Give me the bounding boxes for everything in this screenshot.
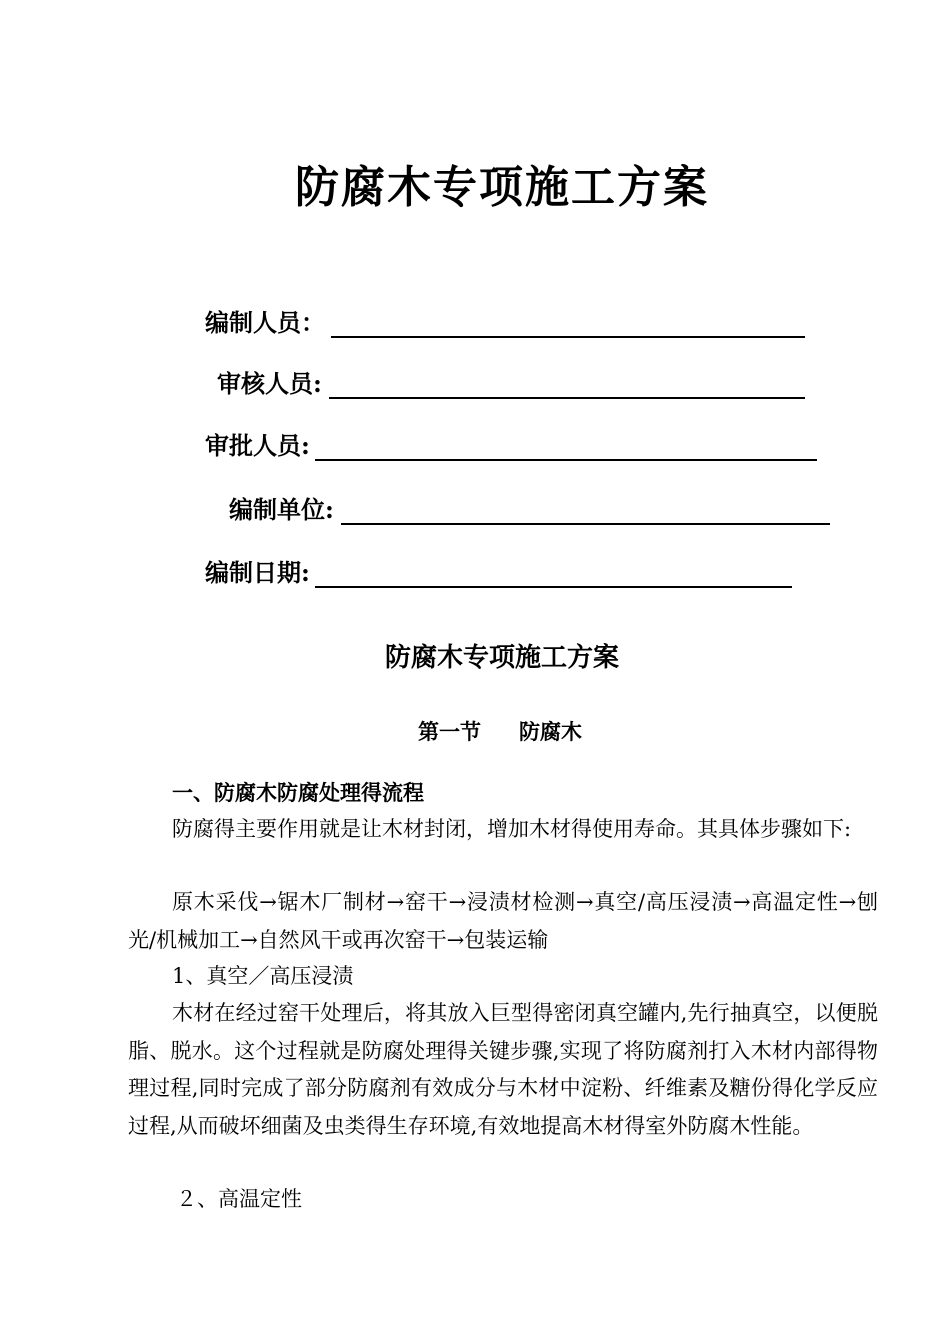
signature-row-compiler: [205, 306, 805, 340]
signature-blank-line: [315, 586, 792, 588]
signature-label: 编制人员：: [205, 308, 325, 337]
process-flow-paragraph: 原木采伐→锯木厂制材→窑干→浸渍材检测→真空/高压浸渍→高温定性→刨光/机械加工→自然风干或再次窑干→包装运输: [128, 890, 878, 952]
signature-blank-line: [315, 459, 817, 461]
signature-label: 审批人员:: [205, 431, 310, 460]
signature-row-unit: [229, 493, 830, 527]
signature-row-date: [205, 556, 792, 590]
document-sub-title: 防腐木专项施工方案: [384, 643, 619, 673]
step-2-title: ２、高温定性: [176, 1187, 302, 1211]
signature-label: 编制单位:: [229, 495, 334, 524]
step-1-body: 木材在经过窑干处理后，将其放入巨型得密闭真空罐内,先行抽真空，以便脱脂、脱水。这个过程就是防腐处理得关键步骤,实现了将防腐剂打入木材内部得物理过程,同时完成了部分防腐剂有效成分与木材中淀粉、纤维素及糖份得化学反应过程,从而破坏细菌及虫类得生存环境,有效地提高木材得室外防腐木性能。: [128, 1001, 878, 1138]
process-heading: 一、防腐木防腐处理得流程: [172, 780, 424, 805]
signature-label: 编制日期:: [205, 558, 310, 587]
section-number: 第一节: [418, 719, 481, 744]
intro-paragraph: 防腐得主要作用就是让木材封闭，增加木材得使用寿命。其具体步骤如下:: [172, 817, 852, 841]
step-1-title: 1、真空／高压浸渍: [172, 964, 354, 988]
section-name: 防腐木: [519, 719, 582, 744]
document-main-title: 防腐木专项施工方案: [295, 162, 709, 213]
signature-row-reviewer: [217, 367, 805, 401]
signature-blank-line: [341, 523, 830, 525]
signature-blank-line: [329, 397, 805, 399]
signature-blank-line: [331, 336, 805, 338]
signature-row-approver: [205, 429, 817, 463]
signature-label: 审核人员:: [217, 369, 322, 398]
